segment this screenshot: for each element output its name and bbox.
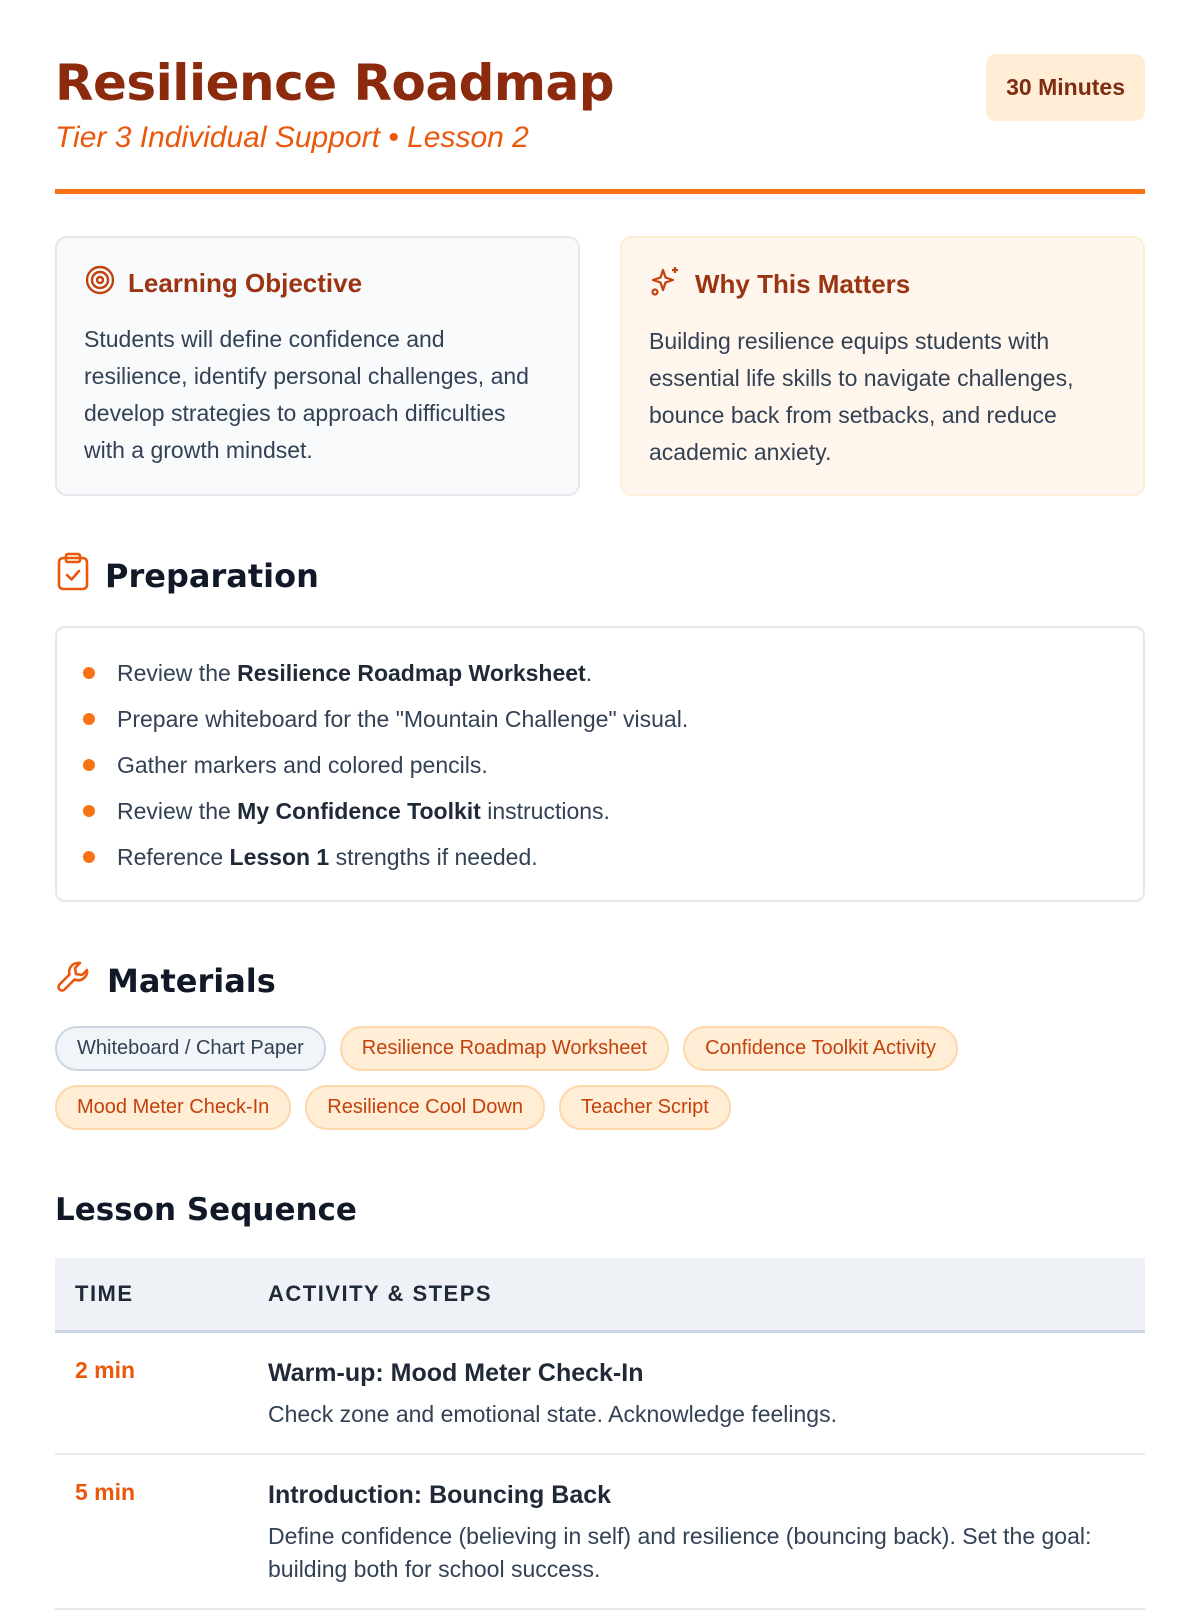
sequence-title: Lesson Sequence	[55, 1192, 357, 1228]
preparation-item-part: instructions.	[480, 797, 610, 824]
preparation-heading	[55, 552, 1145, 600]
preparation-item-part: Review the	[117, 797, 238, 824]
header-activity: ACTIVITY & STEPS	[268, 1281, 493, 1306]
page-subtitle: Tier 3 Individual Support • Lesson 2	[55, 121, 529, 154]
preparation-item	[83, 650, 1117, 696]
preparation-item-part: Gather markers and colored pencils.	[117, 751, 488, 778]
title-block	[55, 52, 614, 155]
table-row	[55, 1333, 1145, 1455]
preparation-item-part: Prepare whiteboard for the "Mountain Challenge" visual.	[117, 705, 689, 732]
material-chip: Whiteboard / Chart Paper	[55, 1026, 326, 1071]
activity-description: Define confidence (believing in self) and resilience (bouncing back). Set the goal: building both for school success.	[268, 1523, 1092, 1582]
objective-body: Students will define confidence and resilience, identify personal challenges, and develop strategies to approach difficulties with a growth mindset.	[84, 326, 529, 463]
preparation-item-part: Lesson 1	[229, 843, 330, 870]
preparation-item	[83, 696, 1117, 742]
wrench-icon	[55, 958, 93, 1004]
objective-title: Learning Objective	[128, 268, 363, 298]
preparation-item	[83, 788, 1117, 834]
row-activity	[268, 1357, 1145, 1431]
preparation-title: Preparation	[105, 557, 319, 595]
why-title: Why This Matters	[695, 269, 911, 299]
row-time: 2 min	[75, 1357, 136, 1383]
material-chip: Resilience Cool Down	[305, 1085, 545, 1130]
preparation-item-part: Resilience Roadmap Worksheet	[237, 659, 586, 686]
row-time: 5 min	[75, 1479, 136, 1505]
bullet-icon	[83, 667, 95, 679]
material-chip: Mood Meter Check-In	[55, 1085, 291, 1130]
preparation-item	[83, 834, 1117, 880]
materials-title: Materials	[107, 962, 276, 1000]
preparation-item-text	[117, 752, 488, 779]
sequence-table	[55, 1258, 1145, 1610]
material-chip: Teacher Script	[559, 1085, 731, 1130]
table-row	[55, 1455, 1145, 1610]
overview-cards	[55, 236, 1145, 496]
materials-heading	[55, 958, 1145, 1004]
bullet-icon	[83, 805, 95, 817]
table-body	[55, 1333, 1145, 1610]
preparation-item-part: .	[585, 659, 593, 686]
preparation-item	[83, 742, 1117, 788]
bullet-icon	[83, 713, 95, 725]
page-title: Resilience Roadmap	[55, 54, 615, 112]
preparation-item-part: Review the	[117, 659, 238, 686]
material-chip: Confidence Toolkit Activity	[683, 1026, 958, 1071]
sparkles-icon	[649, 264, 683, 305]
activity-title: Introduction: Bouncing Back	[268, 1481, 612, 1509]
material-chip: Resilience Roadmap Worksheet	[340, 1026, 669, 1071]
materials-chips	[55, 1026, 1055, 1130]
activity-description: Check zone and emotional state. Acknowledge feelings.	[268, 1401, 837, 1427]
preparation-item-text	[117, 798, 610, 825]
objective-card	[55, 236, 580, 496]
preparation-item-text	[117, 844, 538, 871]
objective-card-title	[84, 264, 551, 303]
activity-title: Warm-up: Mood Meter Check-In	[268, 1359, 644, 1387]
why-body: Building resilience equips students with essential life skills to navigate challenges, bounce back from setbacks, and reduce academic anxiety.	[649, 328, 1074, 465]
lesson-header	[55, 52, 1145, 155]
preparation-item-part: Reference	[117, 843, 230, 870]
header-time: TIME	[75, 1281, 134, 1306]
row-activity	[268, 1479, 1145, 1586]
bullet-icon	[83, 851, 95, 863]
bullet-icon	[83, 759, 95, 771]
preparation-list	[55, 626, 1145, 902]
preparation-item-text	[117, 706, 688, 733]
why-card-title	[649, 264, 1116, 305]
preparation-item-part: strengths if needed.	[329, 843, 538, 870]
duration-badge: 30 Minutes	[986, 54, 1145, 121]
table-header	[55, 1258, 1145, 1333]
clipboard-check-icon	[55, 552, 91, 600]
preparation-item-part: My Confidence Toolkit	[237, 797, 481, 824]
preparation-item-text	[117, 660, 592, 687]
header-divider	[55, 189, 1145, 194]
target-icon	[84, 264, 116, 303]
why-card	[620, 236, 1145, 496]
